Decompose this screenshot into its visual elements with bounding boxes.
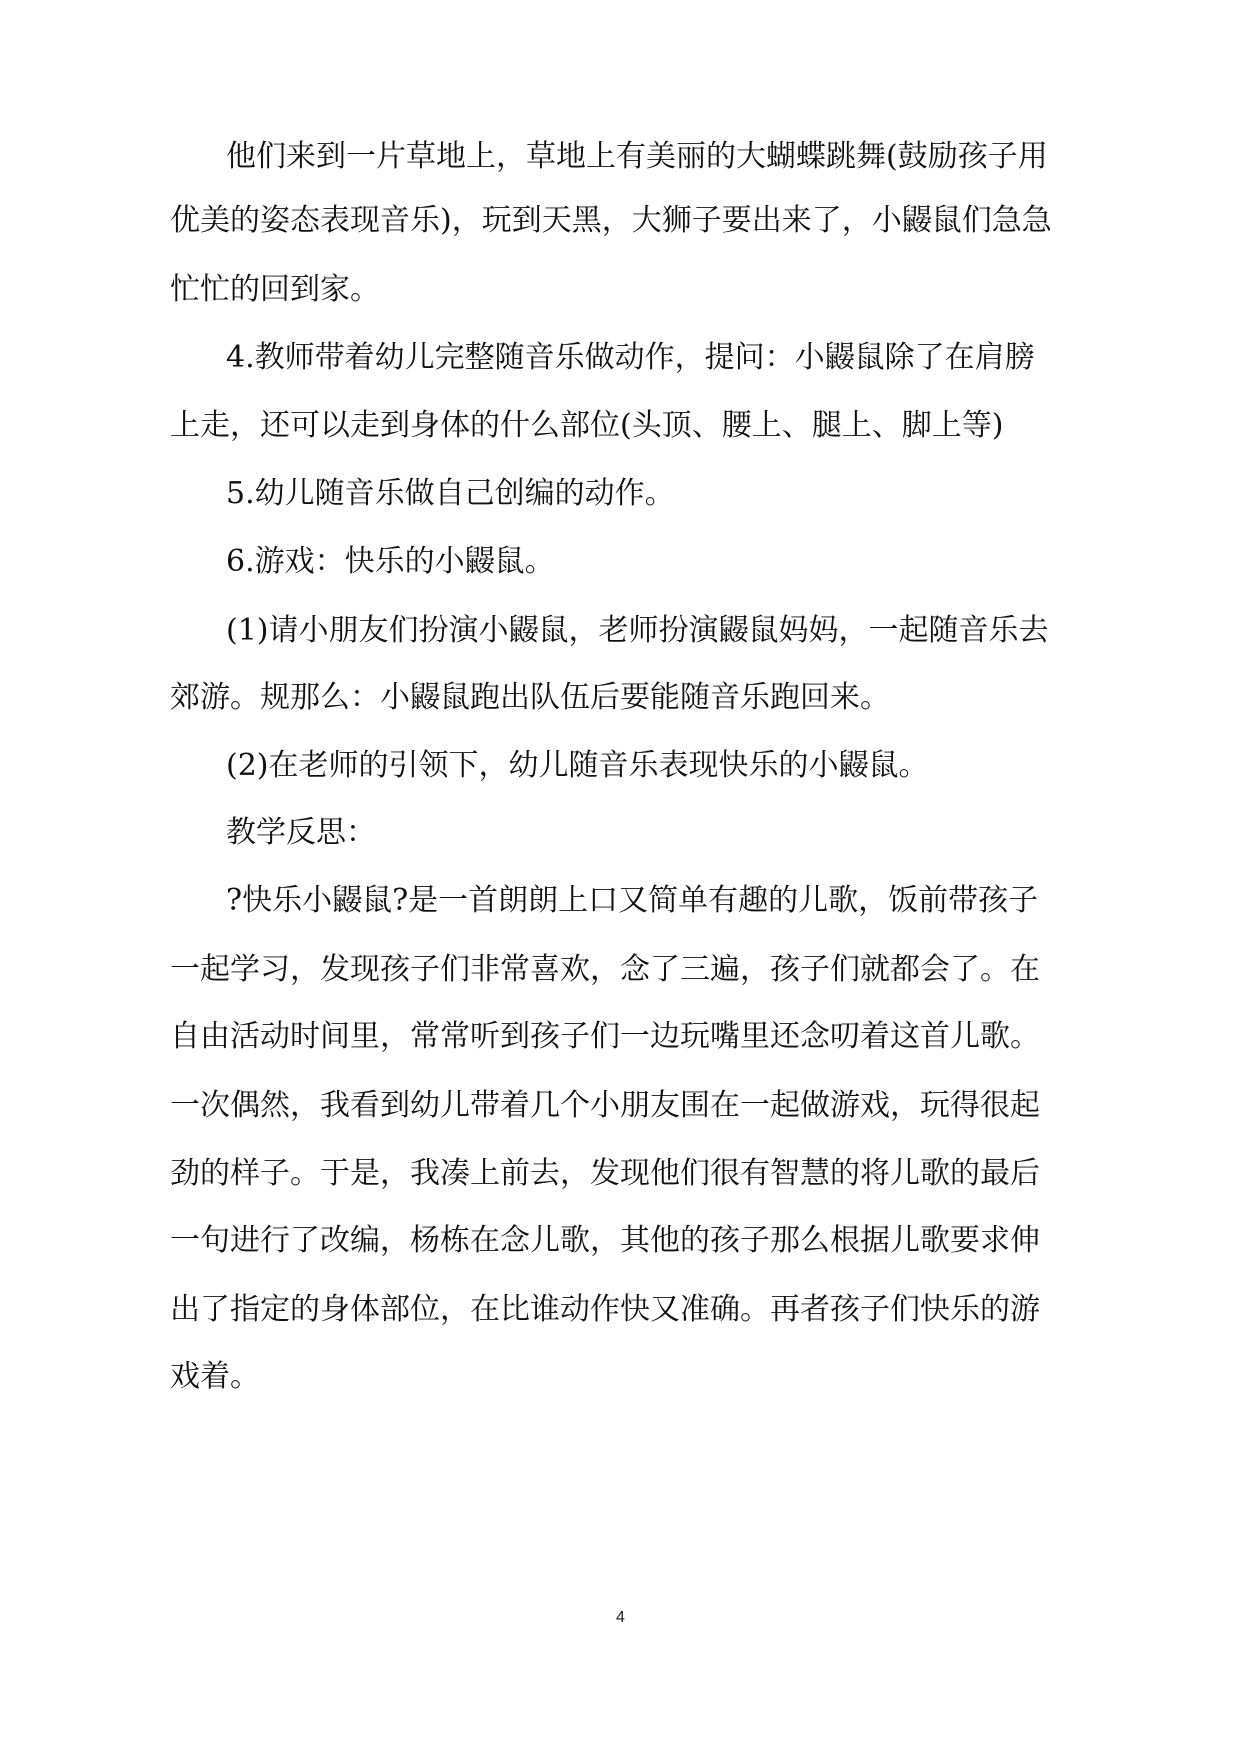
text-line-14: 自由活动时间里，常常听到孩子们一边玩嘴里还念叨着这首儿歌。 [170, 1019, 1040, 1054]
page-number: 4 [616, 1609, 625, 1626]
text-line-8: (1)请小朋友们扮演小鼹鼠，老师扮演鼹鼠妈妈，一起随音乐去 [226, 613, 1049, 648]
text-line-2: 优美的姿态表现音乐)，玩到天黑，大狮子要出来了，小鼹鼠们急急 [170, 203, 1052, 238]
text-line-13: 一起学习，发现孩子们非常喜欢，念了三遍，孩子们就都会了。在 [170, 952, 1040, 987]
text-line-9: 郊游。规那么：小鼹鼠跑出队伍后要能随音乐跑回来。 [170, 680, 890, 715]
text-line-15: 一次偶然，我看到幼儿带着几个小朋友围在一起做游戏，玩得很起 [170, 1088, 1040, 1123]
text-line-3: 忙忙的回到家。 [170, 272, 380, 307]
text-line-4: 4.教师带着幼儿完整随音乐做动作，提问：小鼹鼠除了在肩膀 [226, 340, 1035, 375]
text-line-7: 6.游戏：快乐的小鼹鼠。 [226, 544, 555, 579]
text-line-19: 戏着。 [170, 1359, 260, 1394]
text-line-18: 出了指定的身体部位，在比谁动作快又准确。再者孩子们快乐的游 [170, 1292, 1040, 1327]
text-line-6: 5.幼儿随音乐做自己创编的动作。 [226, 476, 675, 511]
text-line-12: ?快乐小鼹鼠?是一首朗朗上口又简单有趣的儿歌，饭前带孩子 [226, 883, 1039, 918]
text-line-11: 教学反思： [226, 815, 376, 850]
text-line-16: 劲的样子。于是，我凑上前去，发现他们很有智慧的将儿歌的最后 [170, 1156, 1040, 1191]
text-line-17: 一句进行了改编，杨栋在念儿歌，其他的孩子那么根据儿歌要求伸 [170, 1223, 1040, 1258]
text-line-5: 上走，还可以走到身体的什么部位(头顶、腰上、腿上、脚上等) [170, 408, 1004, 443]
text-line-10: (2)在老师的引领下，幼儿随音乐表现快乐的小鼹鼠。 [226, 748, 929, 783]
text-line-1: 他们来到一片草地上，草地上有美丽的大蝴蝶跳舞(鼓励孩子用 [226, 139, 1048, 174]
